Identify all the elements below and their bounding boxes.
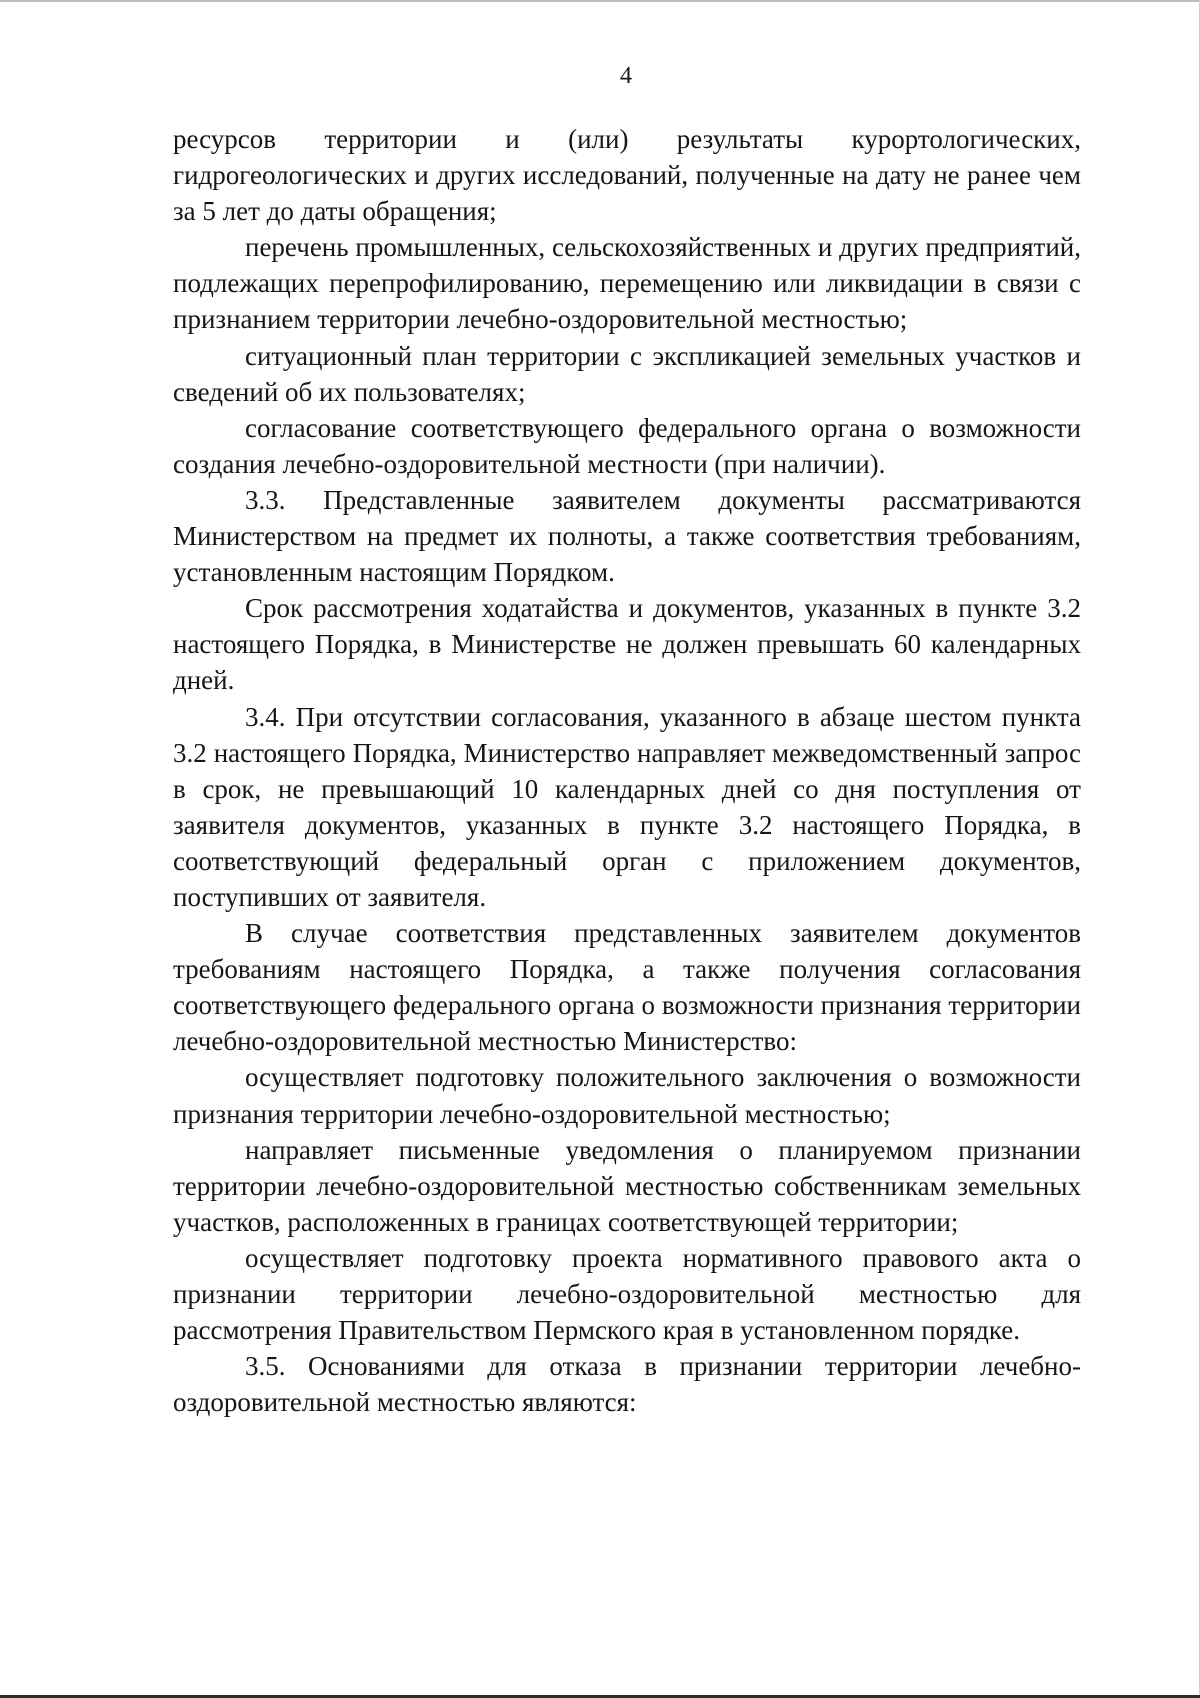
paragraph-3-4: 3.4. При отсутствии согласования, указанного в абзаце шестом пункта 3.2 настоящего Порядка, Министерство направляет межведомственный запрос в срок, не превышающий 10 календарных дней со дня поступления от заявителя документов, указанных в пункте 3.2 настоящего Порядка, в соответствующий федеральный орган с приложением документов, поступивших от заявителя.: [173, 701, 1081, 912]
paragraph-situational-plan: ситуационный план территории с экспликацией земельных участков и сведений об их пользователях;: [173, 340, 1081, 407]
paragraph-positive-conclusion: осуществляет подготовку положительного заключения о возможности признания территории лечебно-оздоровительной местностью;: [173, 1062, 1081, 1129]
paragraph-enterprises-list: перечень промышленных, сельскохозяйственных и других предприятий, подлежащих перепрофилированию, перемещению или ликвидации в связи с признанием территории лечебно-оздоровительной местностью;: [173, 232, 1081, 335]
paragraph-review-period: Срок рассмотрения ходатайства и документов, указанных в пункте 3.2 настоящего Порядка, в Министерстве не должен превышать 60 календарных дней.: [173, 593, 1081, 696]
paragraph-draft-act: осуществляет подготовку проекта нормативного правового акта о признании территории лечебно-оздоровительной местностью для рассмотрения Правительством Пермского края в установленном порядке.: [173, 1242, 1081, 1346]
paragraph-compliance-case: В случае соответствия представленных заявителем документов требованиям настоящего Порядка, а также получения согласования соответствующего федерального органа о возможности признания территории лечебно-оздоровительной местностью Министерство:: [173, 918, 1081, 1057]
page-number: 4: [620, 63, 632, 89]
paragraph-resources: ресурсов территории и (или) результаты курортологических, гидрогеологических и других исследований, полученные на дату не ранее чем за 5 лет до даты обращения;: [173, 124, 1081, 227]
paragraph-federal-approval: согласование соответствующего федерального органа о возможности создания лечебно-оздоровительной местности (при наличии).: [173, 412, 1081, 479]
document-body: [173, 121, 1081, 1420]
paragraph-3-3: 3.3. Представленные заявителем документы рассматриваются Министерством на предмет их полноты, а также соответствия требованиям, установленным настоящим Порядком.: [173, 484, 1081, 588]
paragraph-notifications: направляет письменные уведомления о планируемом признании территории лечебно-оздоровительной местностью собственникам земельных участков, расположенных в границах соответствующей территории;: [173, 1134, 1081, 1237]
scan-edge-top: [0, 0, 1200, 2]
paragraph-3-5: 3.5. Основаниями для отказа в признании территории лечебно-оздоровительной местностью являются:: [173, 1351, 1081, 1418]
